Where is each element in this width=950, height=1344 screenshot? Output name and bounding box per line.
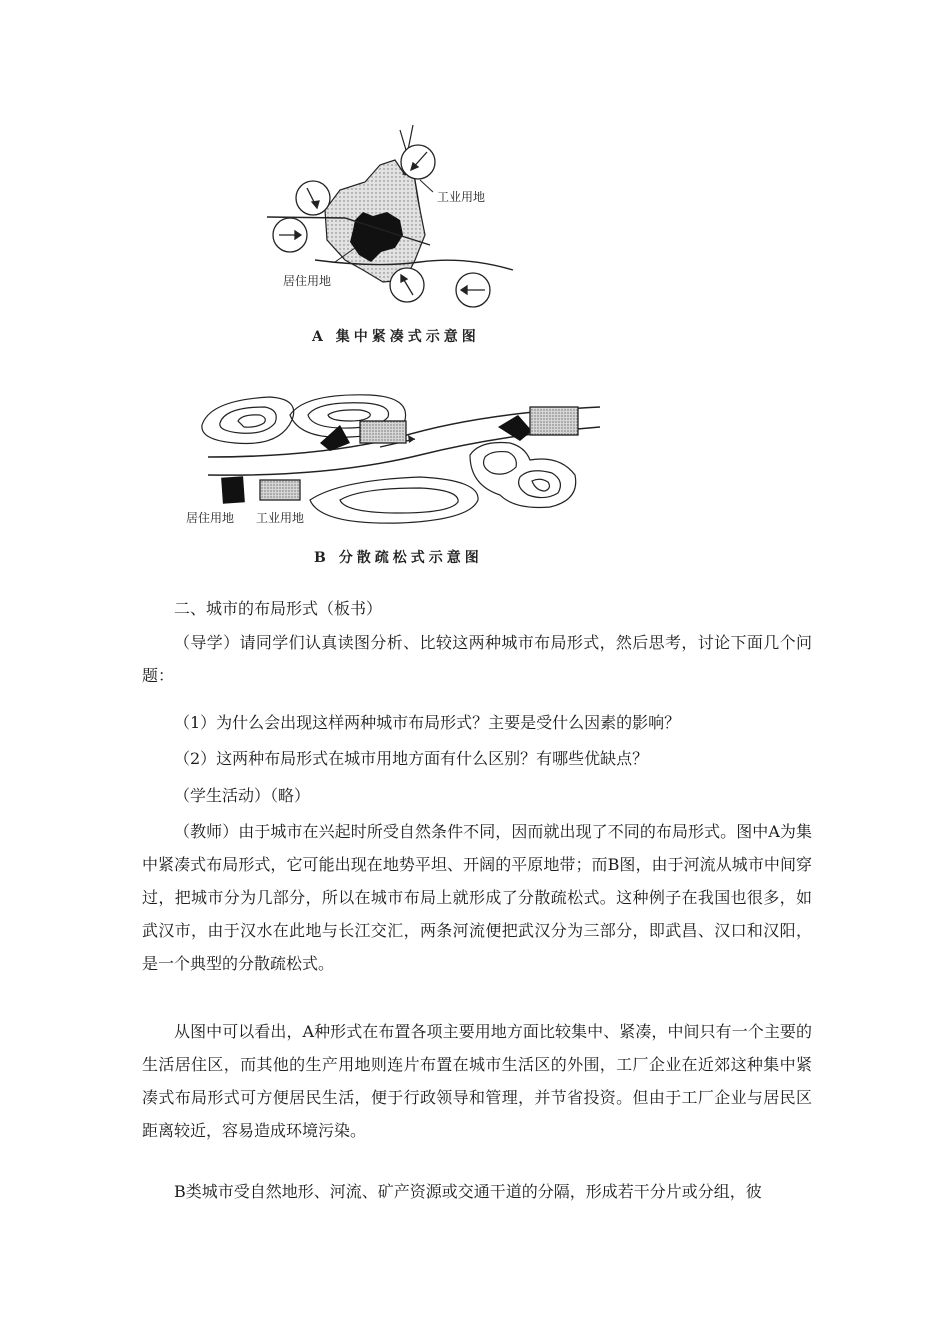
figure-a-caption: A 集中紧凑式示意图 xyxy=(312,329,480,345)
wind-circle-4 xyxy=(390,268,424,302)
wind-circle-3 xyxy=(401,145,435,179)
contour-hill-3 xyxy=(310,477,478,523)
contour-hill-4 xyxy=(470,443,576,508)
figure-b-label-residential: 居住用地 xyxy=(186,511,235,525)
figure-b-caption: B 分散疏松式示意图 xyxy=(314,550,483,566)
industrial-block-2 xyxy=(530,407,578,435)
figure-b-label-industrial: 工业用地 xyxy=(256,511,305,525)
paragraph-teacher: （教师）由于城市在兴起时所受自然条件不同，因而就出现了不同的布局形式。图中A为集中紧凑式布局形式，它可能出现在地势平坦、开阔的平原地带；而B图，由于河流从城市中间穿过，把城市分为几部分，所以在城市布局上就形成了分散疏松式。这种例子在我国也很多，如武汉市，由于汉水在此地与长江交汇，两条河流便把武汉分为三部分，即武昌、汉口和汉阳，是一个典型的分散疏松式。 xyxy=(142,822,812,973)
section-heading: 二、城市的布局形式（板书） xyxy=(174,599,383,618)
paragraph-analysis-a: 从图中可以看出，A种形式在布置各项主要用地方面比较集中、紧凑，中间只有一个主要的生活居住区，而其他的生产用地则连片布置在城市生活区的外围，工厂企业在近郊这种集中紧凑式布局形式可方便居民生活，便于行政领导和管理，并节省投资。但由于工厂企业与居民区距离较近，容易造成环境污染。 xyxy=(142,1022,812,1140)
industrial-block-3 xyxy=(260,480,300,500)
question-2: （2）这两种布局形式在城市用地方面有什么区别？有哪些优缺点？ xyxy=(174,749,649,768)
question-1: （1）为什么会出现这样两种城市布局形式？主要是受什么因素的影响？ xyxy=(174,713,681,732)
residential-block-2 xyxy=(498,415,532,441)
figure-a-label-residential: 居住用地 xyxy=(283,274,332,288)
industrial-block-1 xyxy=(360,421,406,443)
paragraph-guide: （导学）请同学们认真读图分析、比较这两种城市布局形式，然后思考，讨论下面几个问题： xyxy=(142,633,812,685)
wind-circle-1 xyxy=(296,181,330,215)
figure-a-compact xyxy=(255,120,525,310)
figure-b-diagram xyxy=(180,385,605,530)
figure-a-label-industrial: 工业用地 xyxy=(437,190,486,204)
contour-hill-1 xyxy=(202,397,294,444)
figure-b-scattered xyxy=(180,385,605,530)
student-activity: （学生活动）（略） xyxy=(174,786,311,805)
residential-block-3 xyxy=(221,476,245,503)
wind-circle-5 xyxy=(456,273,490,307)
wind-circle-2 xyxy=(273,218,307,252)
paragraph-analysis-b: B类城市受自然地形、河流、矿产资源或交通干道的分隔，形成若干分片或分组，彼 xyxy=(174,1182,762,1201)
